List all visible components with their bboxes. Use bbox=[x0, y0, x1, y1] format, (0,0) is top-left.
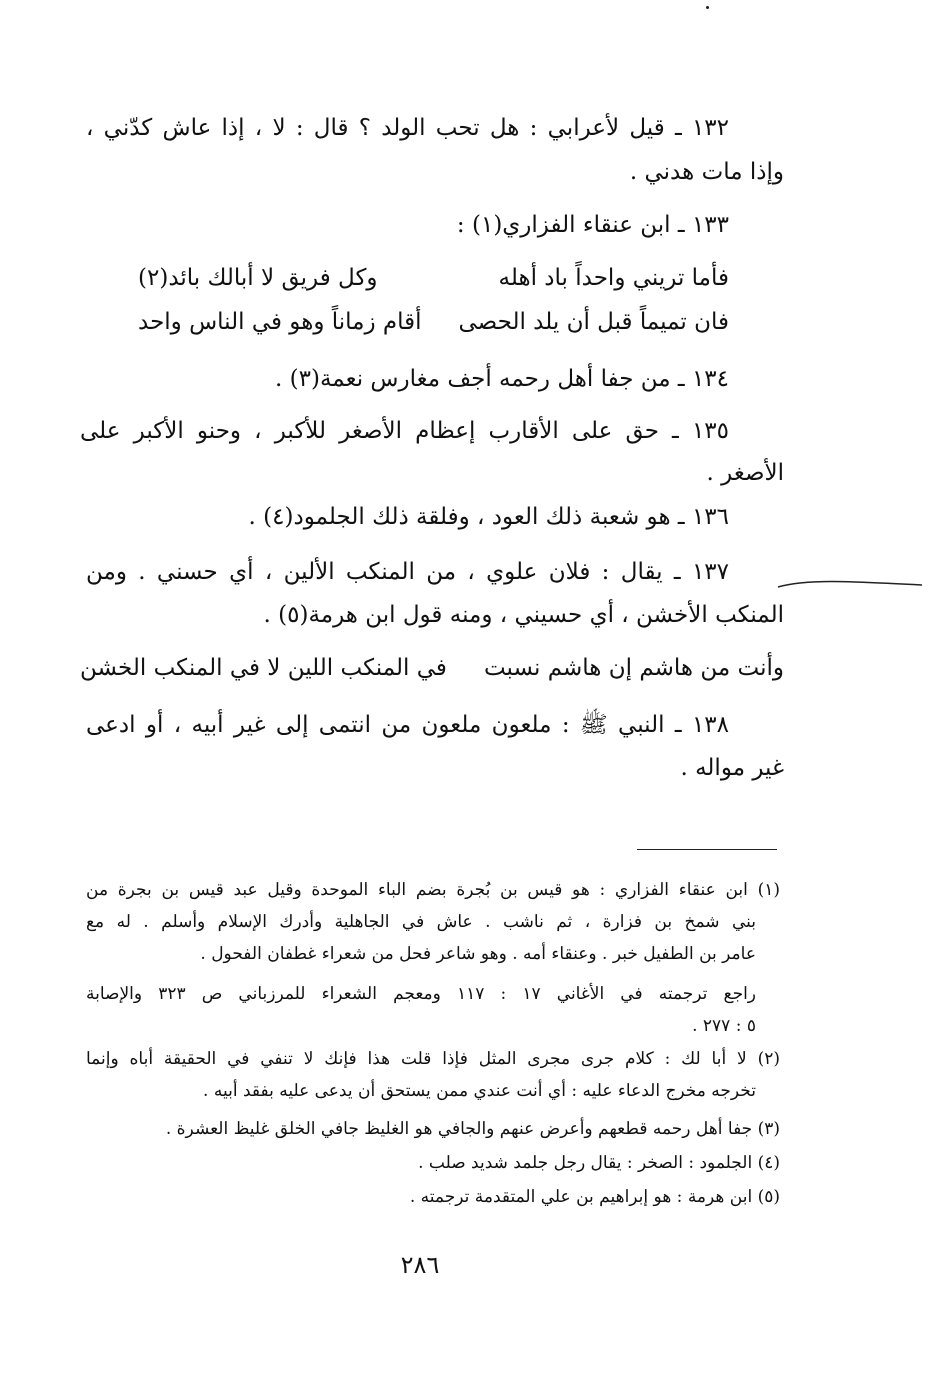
footnote-5: (٥) ابن هرمة : هو إبراهيم بن علي المتقدمة ترجمته . bbox=[409, 1187, 780, 1207]
footnote-1-line-3: عامر بن الطفيل خبر . وعنقاء أمه . وهو شاعر فحل من شعراء غطفان الفحول . bbox=[200, 944, 756, 964]
verse-2-second-hemistich: أقام زماناً وهو في الناس واحد bbox=[138, 309, 422, 335]
entry-137-line-2: المنكب الأخشن ، أي حسيني ، ومنه قول ابن هرمة(٥) . bbox=[263, 602, 784, 628]
footnote-4: (٤) الجلمود : الصخر : يقال رجل جلمد شديد صلب . bbox=[418, 1153, 780, 1173]
verse-2-first-hemistich: فان تميماً قبل أن يلد الحصى bbox=[458, 309, 729, 335]
entry-137-line-1: ١٣٧ ـ يقال : فلان علوي ، من المنكب الألين ، أي حسني . ومن bbox=[86, 559, 729, 585]
footnote-1-line-4: راجع ترجمته في الأغاني ١٧ : ١١٧ ومعجم الشعراء للمرزباني ص ٣٢٣ والإصابة bbox=[86, 984, 757, 1004]
verse-3-second-hemistich: في المنكب اللين لا في المنكب الخشن bbox=[80, 655, 447, 681]
verse-row-1 bbox=[86, 263, 729, 293]
footnote-1-line-5: ٥ : ٢٧٧ . bbox=[692, 1016, 756, 1036]
footnote-3: (٣) جفا أهل رحمه قطعهم وأعرض عنهم والجافي هو الغليظ جافي الخلق غليظ العشرة . bbox=[165, 1119, 780, 1139]
entry-136: ١٣٦ ـ هو شعبة ذلك العود ، وفلقة ذلك الجلمود(٤) . bbox=[248, 504, 729, 530]
entry-138-line-2: غير مواله . bbox=[680, 755, 784, 781]
entry-132-line-1: ١٣٢ ـ قيل لأعرابي : هل تحب الولد ؟ قال : لا ، إذا عاش كدّني ، bbox=[86, 115, 729, 141]
verse-row-3 bbox=[80, 653, 784, 683]
entry-138-line-1: ١٣٨ ـ النبي ﷺ : ملعون ملعون من انتمى إلى غير أبيه ، أو ادعى bbox=[86, 712, 729, 738]
entry-135-line-2: الأصغر . bbox=[706, 460, 784, 486]
footnote-1-line-1: (١) ابن عنقاء الفزاري : هو قيس بن بُجرة بضم الباء الموحدة وقيل عبد قيس بن بجرة من bbox=[86, 880, 780, 900]
footnote-1-line-2: بني شمخ بن فزارة ، ثم ناشب . عاش في الجاهلية وأدرك الإسلام وأسلم . له مع bbox=[86, 912, 756, 932]
footnote-separator bbox=[637, 849, 777, 850]
verse-1-second-hemistich: وكل فريق لا أبالك بائد(٢) bbox=[138, 265, 378, 291]
entry-132-line-2: وإذا مات هدني . bbox=[629, 159, 784, 185]
scan-speck bbox=[706, 6, 709, 9]
verse-3-first-hemistich: وأنت من هاشم إن هاشم نسبت bbox=[483, 655, 784, 681]
verse-1-first-hemistich: فأما تريني واحداً باد أهله bbox=[498, 265, 729, 291]
entry-133-heading: ١٣٣ ـ ابن عنقاء الفزاري(١) : bbox=[456, 212, 729, 238]
page-number: ٢٨٦ bbox=[400, 1251, 440, 1279]
verse-row-2 bbox=[86, 307, 729, 337]
footnote-2-line-1: (٢) لا أبا لك : كلام جرى مجرى المثل فإذا قلت هذا فإنك لا تنفي في الحقيقة أباه وإنما bbox=[86, 1049, 780, 1069]
margin-pen-mark bbox=[776, 577, 924, 591]
entry-134: ١٣٤ ـ من جفا أهل رحمه أجف مغارس نعمة(٣) . bbox=[275, 366, 729, 392]
entry-135-line-1: ١٣٥ ـ حق على الأقارب إعظام الأصغر للأكبر ، وحنو الأكبر على bbox=[80, 418, 729, 444]
footnote-2-line-2: تخرجه مخرج الدعاء عليه : أي أنت عندي ممن يستحق أن يدعى عليه بفقد أبيه . bbox=[203, 1081, 756, 1101]
